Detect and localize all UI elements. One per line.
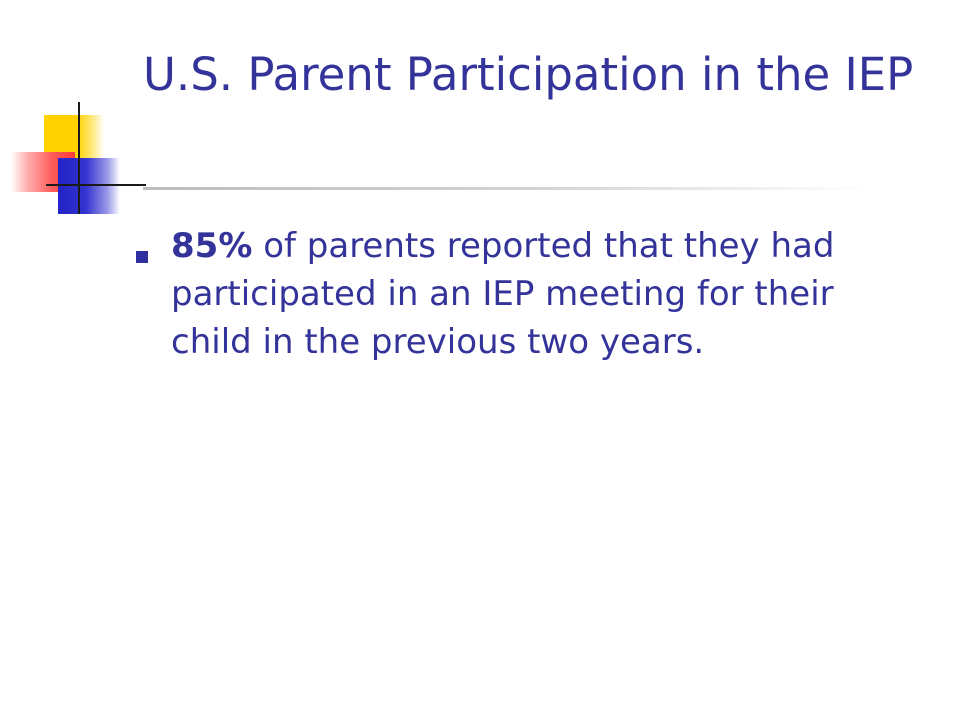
- corner-ornament: [0, 0, 140, 230]
- bullet-body: of parents reported that they had participated in an IEP meeting for their child in the previous two years.: [171, 226, 835, 362]
- bullet-text: [171, 222, 851, 366]
- blue-square-decoration: [58, 158, 120, 214]
- slide-title: U.S. Parent Participation in the IEP: [143, 48, 914, 101]
- title-underline: [143, 187, 873, 190]
- horizontal-line-decoration: [46, 184, 146, 186]
- bullet-emphasis: 85%: [171, 226, 253, 266]
- square-bullet-icon: [136, 251, 148, 263]
- vertical-line-decoration: [78, 102, 80, 214]
